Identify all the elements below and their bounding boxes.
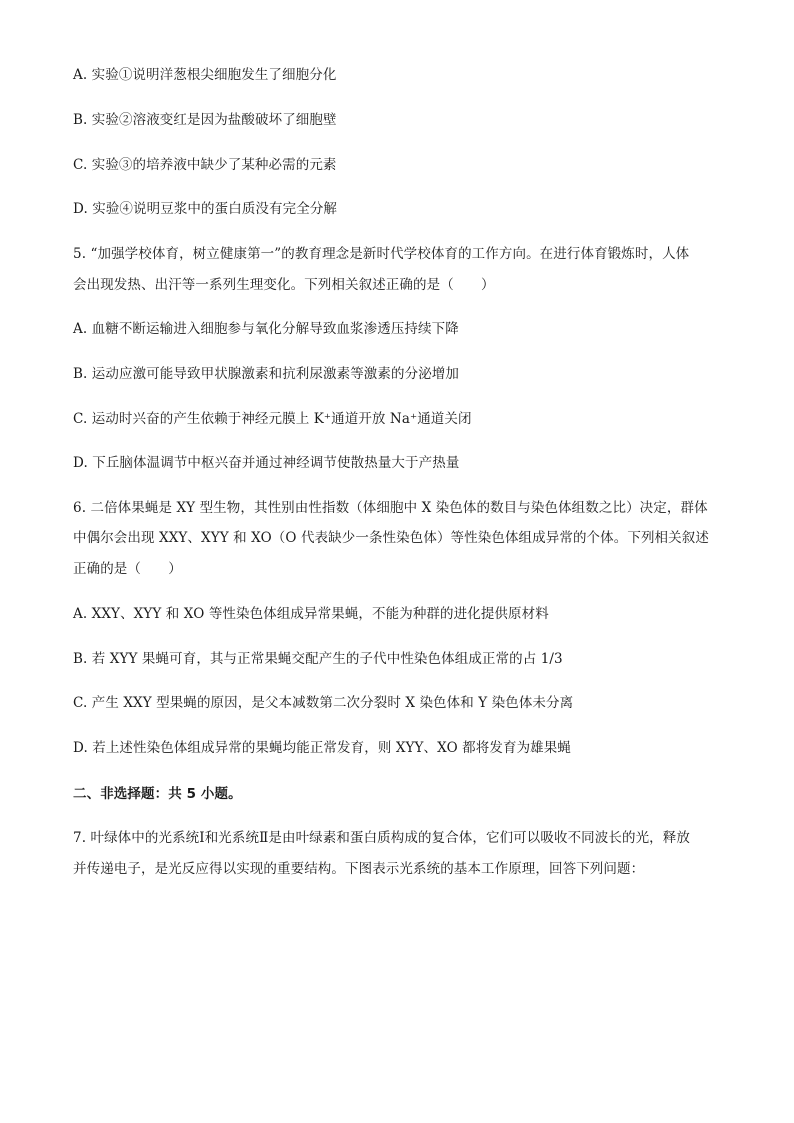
q4-option-b: B. 实验②溶液变红是因为盐酸破坏了细胞壁 xyxy=(73,112,337,128)
section-2-heading: 二、非选择题：共 5 小题。 xyxy=(73,786,242,802)
q6-stem-line-3: 正确的是（ ） xyxy=(73,561,182,577)
q5-option-a: A. 血糖不断运输进入细胞参与氧化分解导致血浆渗透压持续下降 xyxy=(73,321,459,337)
q7-stem-line-1: 7. 叶绿体中的光系统Ⅰ和光系统Ⅱ是由叶绿素和蛋白质构成的复合体，它们可以吸收不同波长的光，释放 xyxy=(73,830,690,846)
q5-option-d: D. 下丘脑体温调节中枢兴奋并通过神经调节使散热量大于产热量 xyxy=(73,455,460,471)
q5-stem-line-1: 5. “加强学校体育，树立健康第一”的教育理念是新时代学校体育的工作方向。在进行体育锻炼时，人体 xyxy=(73,246,690,262)
q7-stem-line-2: 并传递电子，是光反应得以实现的重要结构。下图表示光系统的基本工作原理，回答下列问题： xyxy=(73,861,645,877)
q4-option-a: A. 实验①说明洋葱根尖细胞发生了细胞分化 xyxy=(73,67,337,83)
q4-option-c: C. 实验③的培养液中缺少了某种必需的元素 xyxy=(73,157,337,173)
q6-stem-line-2: 中偶尔会出现 XXY、XYY 和 XO（O 代表缺少一条性染色体）等性染色体组成异常的个体。下列相关叙述 xyxy=(73,530,709,546)
q6-option-c: C. 产生 XXY 型果蝇的原因，是父本减数第二次分裂时 X 染色体和 Y 染色体未分离 xyxy=(73,695,574,711)
q6-option-d: D. 若上述性染色体组成异常的果蝇均能正常发育，则 XYY、XO 都将发育为雄果蝇 xyxy=(73,740,571,756)
q4-option-d: D. 实验④说明豆浆中的蛋白质没有完全分解 xyxy=(73,201,338,217)
q6-option-b: B. 若 XYY 果蝇可育，其与正常果蝇交配产生的子代中性染色体组成正常的占 1/3 xyxy=(73,651,563,667)
q6-option-a: A. XXY、XYY 和 XO 等性染色体组成异常果蝇，不能为种群的进化提供原材料 xyxy=(73,606,549,622)
q5-stem-line-2: 会出现发热、出汗等一系列生理变化。下列相关叙述正确的是（ ） xyxy=(73,277,495,293)
q5-option-c: C. 运动时兴奋的产生依赖于神经元膜上 K⁺通道开放 Na⁺通道关闭 xyxy=(73,411,472,427)
q6-stem-line-1: 6. 二倍体果蝇是 XY 型生物，其性别由性指数（体细胞中 X 染色体的数目与染色体组数之比）决定，群体 xyxy=(73,500,708,516)
q5-option-b: B. 运动应激可能导致甲状腺激素和抗利尿激素等激素的分泌增加 xyxy=(73,366,460,382)
